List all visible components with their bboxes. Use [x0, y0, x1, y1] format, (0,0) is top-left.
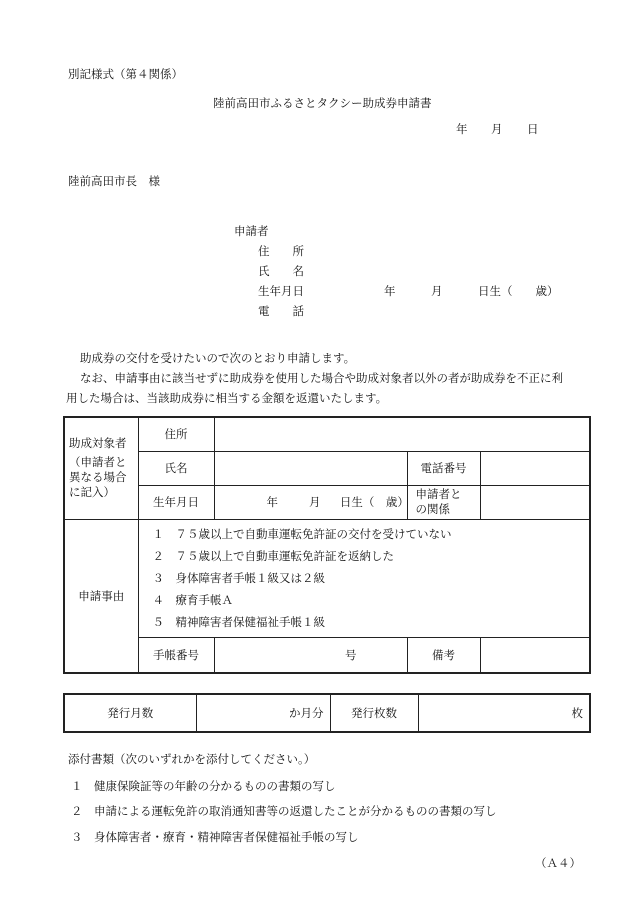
- issue-table: [63, 693, 591, 733]
- notebook-number-field[interactable]: [214, 637, 407, 673]
- applicant-birth-day-age: 日生（ 歳）: [478, 284, 559, 298]
- issue-months-label: 発行月数: [64, 694, 196, 732]
- relation-label: 申請者と の関係: [407, 485, 480, 519]
- issue-months-field[interactable]: [196, 694, 330, 732]
- addressee: 陸前高田市長 様: [68, 174, 160, 188]
- applicant-address-label: 住 所: [258, 244, 304, 258]
- target-person-label: 助成対象者 （申請者と 異なる場合 に記入）: [64, 417, 138, 519]
- applicant-label: 申請者: [234, 224, 269, 238]
- issue-sheets-label: 発行枚数: [330, 694, 418, 732]
- relation-field[interactable]: [480, 485, 590, 519]
- body-text-line-3: 用した場合は、当該助成券に相当する金額を返還いたします。: [66, 391, 388, 405]
- address-label: 住所: [138, 417, 214, 451]
- notebook-number-label: 手帳番号: [138, 637, 214, 673]
- reason-item-4[interactable]: ４ 療育手帳Ａ: [152, 593, 233, 607]
- attachment-item-3: ３ 身体障害者・療育・精神障害者保健福祉手帳の写し: [71, 830, 359, 844]
- birth-label: 生年月日: [138, 485, 214, 519]
- reason-item-2[interactable]: ２ ７５歳以上で自動車運転免許証を返納した: [152, 549, 394, 563]
- reason-list: [138, 519, 590, 637]
- reason-label: 申請事由: [64, 519, 138, 673]
- number-suffix: 号: [345, 647, 357, 662]
- birth-month: 月: [308, 495, 321, 509]
- remarks-field[interactable]: [480, 637, 590, 673]
- date-day: 日: [527, 122, 539, 136]
- form-reference: 別記様式（第４関係）: [68, 67, 183, 81]
- phone-field[interactable]: [480, 451, 590, 485]
- applicant-name-label: 氏 名: [258, 264, 304, 278]
- birth-field[interactable]: [214, 485, 407, 519]
- birth-day-age: 日生（ 歳）: [339, 495, 409, 509]
- application-table: [63, 416, 591, 674]
- months-unit: か月分: [289, 706, 324, 720]
- attachment-item-2: ２ 申請による運転免許の取消通知書等の返還したことが分かるものの書類の写し: [71, 804, 497, 818]
- reason-item-3[interactable]: ３ 身体障害者手帳１級又は２級: [152, 571, 325, 585]
- issue-sheets-field[interactable]: [418, 694, 590, 732]
- attachments-heading: 添付書類（次のいずれかを添付してください。）: [68, 752, 316, 766]
- applicant-birth-year: 年: [384, 284, 396, 298]
- phone-label: 電話番号: [407, 451, 480, 485]
- applicant-birth-label: 生年月日: [258, 284, 304, 298]
- document-title: 陸前高田市ふるさとタクシー助成券申請書: [213, 96, 432, 110]
- date-month: 月: [491, 122, 503, 136]
- name-label: 氏名: [138, 451, 214, 485]
- date-year: 年: [456, 122, 468, 136]
- body-text-line-2: なお、申請事由に該当せずに助成券を使用した場合や助成対象者以外の者が助成券を不正に利: [80, 371, 563, 385]
- applicant-phone-label: 電 話: [258, 304, 304, 318]
- sheets-unit: 枚: [571, 706, 583, 720]
- reason-item-1[interactable]: １ ７５歳以上で自動車運転免許証の交付を受けていない: [152, 527, 452, 541]
- body-text-line-1: 助成券の交付を受けたいので次のとおり申請します。: [80, 351, 356, 365]
- name-field[interactable]: [214, 451, 407, 485]
- applicant-birth-month: 月: [431, 284, 443, 298]
- birth-year: 年: [266, 495, 278, 509]
- attachment-item-1: １ 健康保険証等の年齢の分かるものの書類の写し: [71, 779, 336, 793]
- reason-item-5[interactable]: ５ 精神障害者保健福祉手帳１級: [152, 615, 325, 629]
- remarks-label: 備考: [407, 637, 480, 673]
- address-field[interactable]: [214, 417, 590, 451]
- paper-size-note: （Ａ４）: [535, 856, 581, 870]
